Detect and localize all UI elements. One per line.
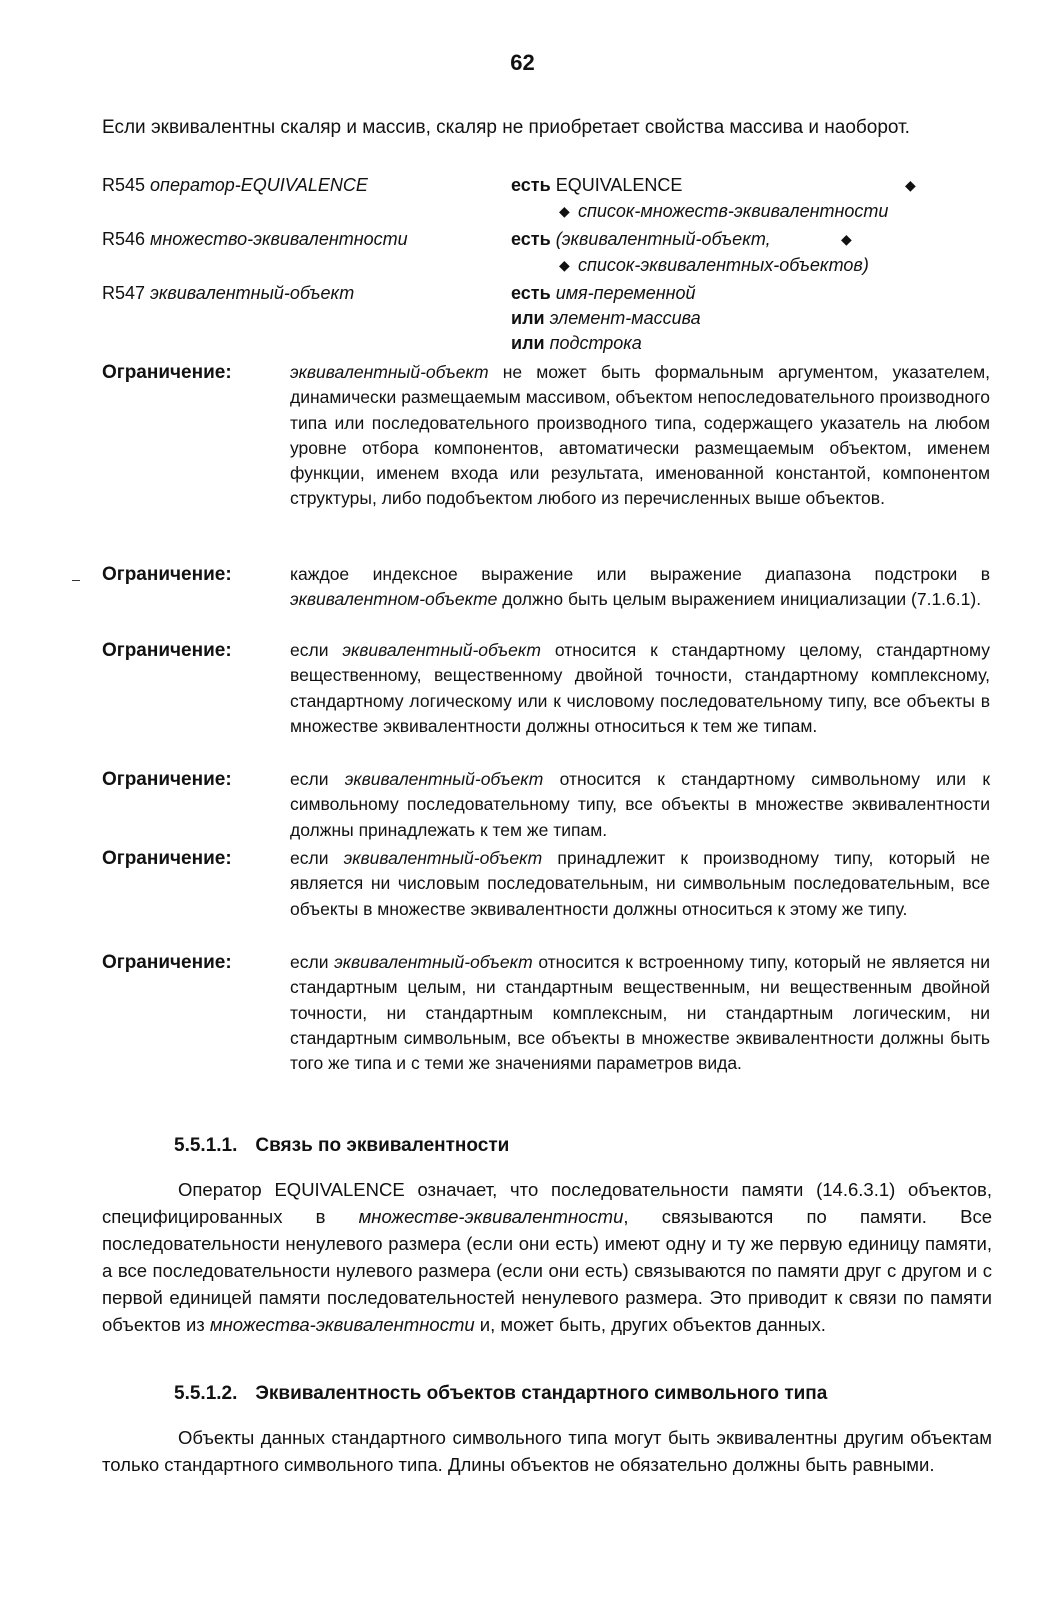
para-post: и, может быть, других объектов данных. — [474, 1314, 826, 1335]
rule-id: R547 — [102, 283, 146, 303]
para-pre: Оператор EQUIVALENCE означает, что последовательности памяти (14.6.3.1) объектов, специфицированных в — [102, 1179, 992, 1227]
rule-rhs: имя-переменной — [555, 283, 696, 303]
constraint-label: Ограничение: — [102, 564, 232, 585]
constraint-term: эквивалентный-объект — [290, 362, 489, 382]
rule-name: оператор-EQUIVALENCE — [150, 175, 368, 195]
rule-name: эквивалентный-объект — [150, 283, 355, 303]
para-term: множестве-эквивалентности — [358, 1206, 624, 1227]
constraint-label: Ограничение: — [102, 362, 232, 383]
rule-keyword: есть — [511, 283, 551, 303]
constraint-body: должно быть целым выражением инициализации (7.1.6.1). — [497, 589, 982, 610]
rule-alt: элемент-массива — [549, 308, 701, 328]
rule-r547-alt2 — [511, 330, 642, 356]
constraint-body: относится к стандартному целому, стандартному вещественному, вещественному двойной точности, стандартному комплексному, стандартному логическому или к числовому последовательному типу, все объекты в множестве эквивалентности должны относиться к тем же типам. — [290, 640, 990, 736]
rule-r546-lhs — [102, 226, 408, 252]
rule-r547-rhs — [511, 280, 696, 306]
constraint-term: эквивалентный-объект — [342, 640, 541, 660]
section-number: 5.5.1.1. — [174, 1135, 238, 1156]
rule-r545-lhs — [102, 172, 368, 198]
para-mid: , связываются по памяти. Все последовательности ненулевого размера (если они есть) имеют одну и ту же первую единицу памяти, а все последовательности нулевого размера (если они есть) связываются по памяти друг с другом и с первой единицей памяти последовательностей ненулевого размера. Это приводит к связи по памяти объектов из — [102, 1206, 992, 1335]
para-term: множества-эквивалентности — [209, 1314, 475, 1335]
rule-r546-rhs — [511, 226, 771, 252]
constraint-label: Ограничение: — [102, 848, 232, 869]
constraint-pre: если — [290, 952, 335, 972]
constraint-text — [290, 767, 990, 843]
section-5-5-1-2-paragraph: Объекты данных стандартного символьного типа могут быть эквивалентны другим объектам только стандартного символьного типа. Длины объектов не обязательно должны быть равными. — [102, 1427, 992, 1475]
rule-name: множество-эквивалентности — [150, 229, 408, 249]
section-5-5-1-1-paragraph — [102, 1176, 992, 1338]
constraint-label: Ограничение: — [102, 769, 232, 790]
constraint-body: относится к стандартному символьному или к символьному последовательному типу, все объекты в множестве эквивалентности должны принадлежать к тем же типам. — [290, 769, 990, 840]
rule-id: R545 — [102, 175, 146, 195]
rule-keyword: есть — [511, 229, 551, 249]
section-heading-5-5-1-2 — [174, 1380, 827, 1408]
constraint-label: Ограничение: — [102, 952, 232, 973]
diamond-icon: ◆ — [905, 177, 916, 193]
constraint-term: эквивалентный-объект — [343, 848, 543, 868]
constraint-label: Ограничение: — [102, 640, 232, 661]
constraint-term: эквивалентный-объект — [344, 769, 544, 789]
rule-r545-rhs — [511, 172, 682, 198]
constraint-term: эквивалентном-объекте — [290, 589, 498, 610]
constraint-body: не может быть формальным аргументом, указателем, динамически размещаемым массивом, объектом непоследовательного производного типа или последовательного производного типа, содержащего указатель на любом уровне отбора компонентов, автоматически размещаемым объектом, именем функции, именем входа или результата, именованной константой, компонентом структуры, либо подобъектом любого из перечисленных выше объектов. — [290, 362, 990, 509]
constraint-text — [290, 846, 990, 922]
section-heading-5-5-1-1 — [174, 1132, 509, 1160]
intro-paragraph: Если эквивалентны скаляр и массив, скаляр не приобретает свойства массива и наоборот. — [102, 117, 910, 138]
constraint-term: эквивалентный-объект — [334, 952, 533, 972]
constraint-text — [290, 562, 990, 613]
diamond-icon: ◆ — [841, 231, 852, 247]
page-number: 62 — [510, 50, 535, 75]
rule-keyword: или — [511, 333, 545, 353]
rule-alt: подстрока — [549, 333, 642, 353]
rule-r547-lhs — [102, 280, 354, 306]
rule-r546-continuation: список-эквивалентных-объектов) — [578, 255, 869, 275]
diamond-icon: ◆ — [559, 203, 570, 219]
constraint-pre: если — [290, 848, 344, 868]
constraint-text — [290, 360, 990, 512]
section-title: Связь по эквивалентности — [255, 1135, 510, 1156]
constraint-text — [290, 950, 990, 1076]
rule-keyword: есть — [511, 175, 551, 195]
constraint-pre: если — [290, 640, 343, 660]
constraint-pre: если — [290, 769, 345, 789]
rule-r547-alt1 — [511, 305, 701, 331]
section-number: 5.5.1.2. — [174, 1383, 238, 1404]
rule-id: R546 — [102, 229, 146, 249]
constraint-text — [290, 638, 990, 739]
rule-keyword: или — [511, 308, 545, 328]
section-title: Эквивалентность объектов стандартного символьного типа — [255, 1383, 828, 1404]
constraint-body: относится к встроенному типу, который не является ни стандартным целым, ни стандартным вещественным, ни вещественным двойной точности, ни стандартным комплексным, ни стандартным логическим, ни стандартным символьным, все объекты в множестве эквивалентности должны быть того же типа и с теми же значениями параметров вида. — [290, 952, 990, 1074]
rule-rhs: (эквивалентный-объект, — [555, 229, 771, 249]
diamond-icon: ◆ — [559, 257, 570, 273]
constraint-body: принадлежит к производному типу, который не является ни числовым последовательным, ни символьным последовательным, все объекты в множестве эквивалентности должны относиться к этому же типу. — [290, 848, 990, 919]
rule-rhs: EQUIVALENCE — [555, 175, 683, 195]
margin-mark — [72, 580, 80, 581]
constraint-pre: каждое индексное выражение или выражение диапазона подстроки в — [290, 564, 990, 584]
rule-r545-continuation: список-множеств-эквивалентности — [578, 201, 889, 221]
